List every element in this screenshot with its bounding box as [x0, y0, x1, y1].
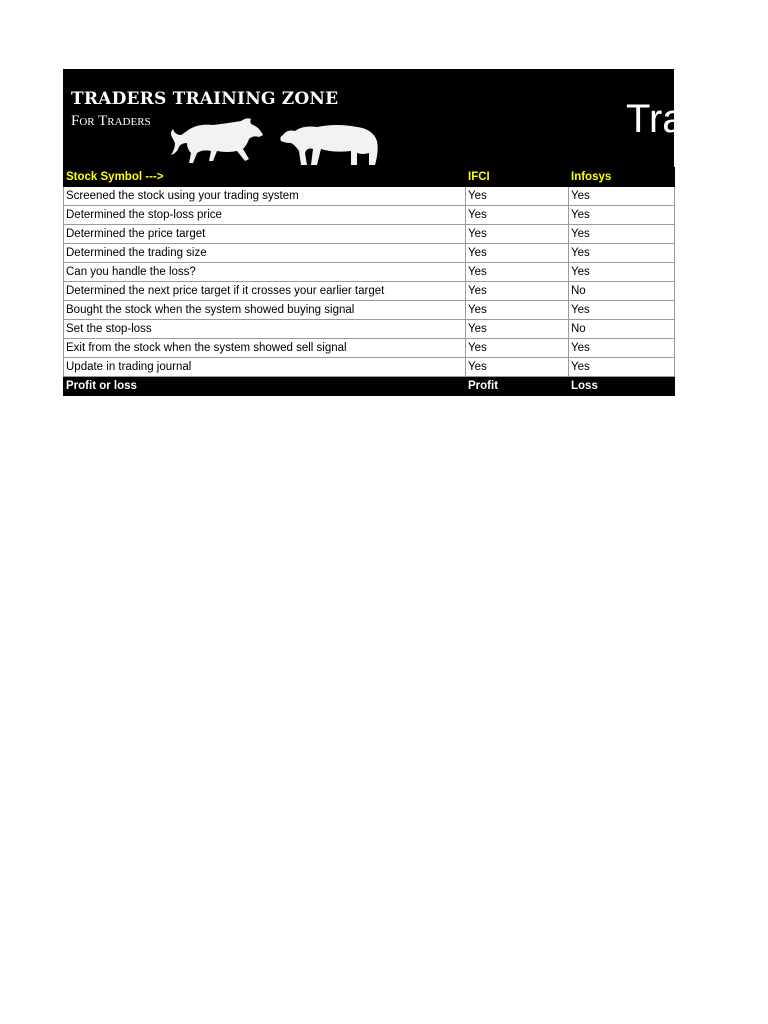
checklist-sheet: [63, 69, 685, 396]
ifci-value-cell[interactable]: Yes: [466, 339, 569, 358]
infosys-value-cell[interactable]: Yes: [569, 301, 675, 320]
infosys-value-cell[interactable]: No: [569, 320, 675, 339]
table-row: [64, 244, 675, 263]
infosys-value-cell[interactable]: Yes: [569, 263, 675, 282]
table-row: [64, 225, 675, 244]
table-header-row: [64, 168, 675, 187]
bull-icon: [171, 118, 263, 163]
ifci-value-cell[interactable]: Yes: [466, 301, 569, 320]
table-row: [64, 358, 675, 377]
infosys-value-cell[interactable]: Yes: [569, 244, 675, 263]
infosys-value-cell[interactable]: Yes: [569, 225, 675, 244]
row-label-cell[interactable]: Bought the stock when the system showed buying signal: [64, 301, 466, 320]
header-cell-label[interactable]: Stock Symbol --->: [64, 168, 466, 187]
row-label-cell[interactable]: Determined the trading size: [64, 244, 466, 263]
table-row: [64, 301, 675, 320]
footer-infosys-cell[interactable]: Loss: [569, 377, 675, 396]
ifci-value-cell[interactable]: Yes: [466, 358, 569, 377]
ifci-value-cell[interactable]: Yes: [466, 244, 569, 263]
header-cell-ifci[interactable]: IFCI: [466, 168, 569, 187]
infosys-value-cell[interactable]: Yes: [569, 358, 675, 377]
table-footer-row: [64, 377, 675, 396]
ifci-value-cell[interactable]: Yes: [466, 187, 569, 206]
infosys-value-cell[interactable]: Yes: [569, 206, 675, 225]
table-row: [64, 206, 675, 225]
row-label-cell[interactable]: Determined the next price target if it crosses your earlier target: [64, 282, 466, 301]
footer-label-cell[interactable]: Profit or loss: [64, 377, 466, 396]
infosys-value-cell[interactable]: Yes: [569, 339, 675, 358]
row-label-cell[interactable]: Set the stop-loss: [64, 320, 466, 339]
header-banner: [63, 69, 685, 167]
row-label-cell[interactable]: Update in trading journal: [64, 358, 466, 377]
table-row: [64, 320, 675, 339]
ifci-value-cell[interactable]: Yes: [466, 263, 569, 282]
ifci-value-cell[interactable]: Yes: [466, 206, 569, 225]
ifci-value-cell[interactable]: Yes: [466, 282, 569, 301]
page-title: Tra: [626, 97, 685, 141]
brand-title: TRADERS TRAINING ZONE: [71, 89, 339, 109]
row-label-cell[interactable]: Exit from the stock when the system showed sell signal: [64, 339, 466, 358]
footer-ifci-cell[interactable]: Profit: [466, 377, 569, 396]
infosys-value-cell[interactable]: No: [569, 282, 675, 301]
row-label-cell[interactable]: Can you handle the loss?: [64, 263, 466, 282]
row-label-cell[interactable]: Determined the price target: [64, 225, 466, 244]
header-cell-infosys[interactable]: Infosys: [569, 168, 675, 187]
table-row: [64, 339, 675, 358]
table-row: [64, 282, 675, 301]
ifci-value-cell[interactable]: Yes: [466, 225, 569, 244]
row-label-cell[interactable]: Determined the stop-loss price: [64, 206, 466, 225]
row-label-cell[interactable]: Screened the stock using your trading system: [64, 187, 466, 206]
table-row: [64, 187, 675, 206]
checklist-table: [63, 167, 675, 396]
bear-icon: [280, 125, 377, 165]
infosys-value-cell[interactable]: Yes: [569, 187, 675, 206]
ifci-value-cell[interactable]: Yes: [466, 320, 569, 339]
table-row: [64, 263, 675, 282]
bull-bear-logo: [167, 113, 387, 169]
brand-subtitle: For Traders: [71, 113, 151, 129]
